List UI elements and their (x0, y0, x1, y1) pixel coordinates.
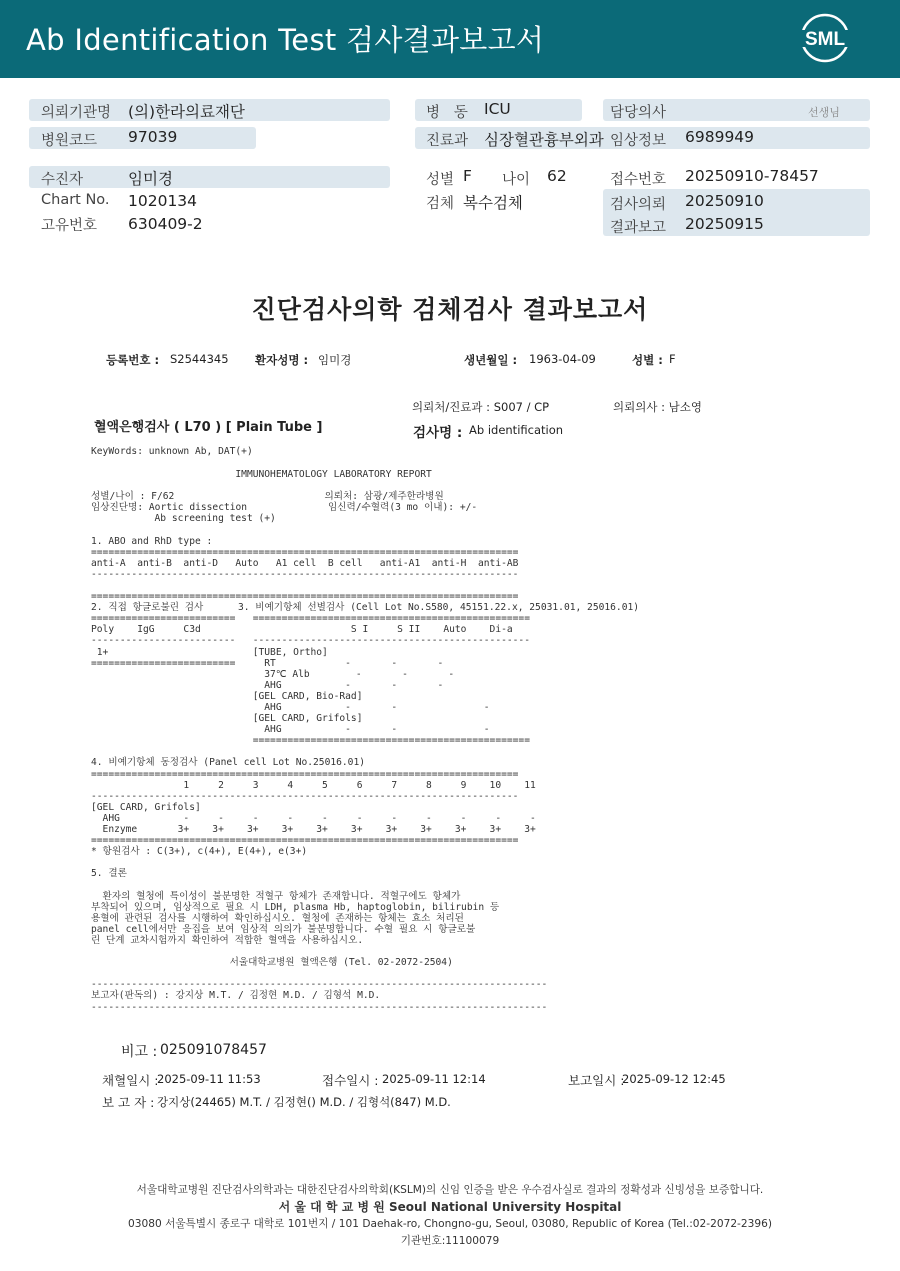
doctor-label: 담당의사 (610, 105, 667, 121)
remark-label: 비고 : (121, 1044, 158, 1060)
footer-address: 03080 서울특별시 종로구 대학로 101번지 / 101 Daehak-ro, Chongno-gu, Seoul, 03080, Republic of Korea (Tel.:02-2072-2396) (128, 1218, 772, 1230)
report-title: 진단검사의학 검체검사 결과보고서 (251, 295, 649, 324)
lab-report-body: IMMUNOHEMATOLOGY LABORATORY REPORT 성별/나이 : F/62 의뢰처: 삼광/제주한라병원 임상진단명: Aortic dissection 임신력/수혈력(3 mo 이내): +/- Ab screening test (+) 1. ABO and RhD type : ========================================================================== anti-A anti-B anti-D Auto A1 cell B cell anti-A1 anti-H anti-AB -------------------------------------------------------------------------- ========================================================================== 2. 직접 항글로불린 검사 3. 비예기항체 선별검사 (Cell Lot No.S580, 45151.22.x, 25031.01, 25016.01) ========================= ================================================ Poly IgG C3d S I S II Auto Di-a ------------------------- ------------------------------------------------ 1+ [TUBE, Ortho] ========================= RT - - - 37℃ Alb - - - AHG - - - [GEL CARD, Bio-Rad] AHG - - - [GEL CARD, Grifols] AHG - - - ================================================ 4. 비예기항체 동정검사 (Panel cell Lot No.25016.01) ========================================================================== 1 2 3 4 5 6 7 8 9 10 11 -------------------------------------------------------------------------- [GEL CARD, Grifols] AHG - - - - - - - - - - - Enzyme 3+ 3+ 3+ 3+ 3+ 3+ 3+ 3+ 3+ 3+ 3+ ========================================================================== * 항원검사 : C(3+), c(4+), E(4+), e(3+) 5. 결론 환자의 혈청에 특이성이 불분명한 적혈구 항체가 존재합니다. 적혈구에도 항체가 부착되어 있으며, 임상적으로 필요 시 LDH, plasma Hb, haptoglobin, bilirubin 등 용혈에 관련된 검사를 시행하여 확인하십시오. 혈청에 존재하는 항체는 효소 처리된 panel cell에서만 응집을 보여 임상적 의의가 불분명합니다. 수혈 필요 시 항글로불 린 단계 교차시험까지 확인하여 적합한 혈액을 사용하십시오. 서울대학교병원 혈액은행 (Tel. 02-2072-2504) ------------------------------------------------------------------------------- 보고자(판독의) : 강지상 M.T. / 김정현 M.D. / 김형석 M.D. ------------------------------------------------------------------------------- (91, 469, 640, 1013)
specimen-label: 검체 (426, 196, 455, 212)
hospital-code-value: 97039 (128, 128, 178, 146)
reporter-label: 보 고 자 : (102, 1095, 155, 1110)
receive-value: 2025-09-11 12:14 (382, 1072, 486, 1086)
doctor-line: 의뢰의사 : 남소영 (613, 400, 702, 414)
sml-logo (796, 12, 854, 64)
receipt-label: 접수번호 (610, 172, 667, 188)
page-title: Ab Identification Test 검사결과보고서 (26, 23, 545, 57)
dept-label: 진료과 (426, 133, 469, 149)
footer-institution-code: 기관번호:11100079 (400, 1235, 500, 1247)
sex-label: 성별 (426, 172, 455, 188)
test-value: Ab identification (469, 423, 564, 437)
dob-label: 생년월일 : (464, 353, 518, 367)
receive-label: 접수일시 : (322, 1073, 379, 1088)
dept-value: 심장혈관흉부외과 (484, 131, 604, 149)
test-label: 검사명 : (413, 425, 463, 441)
clinical-value: 6989949 (685, 128, 755, 146)
request-value: 20250910 (685, 192, 764, 210)
report-label: 결과보고 (610, 220, 667, 236)
remark-value: 025091078457 (160, 1042, 267, 1058)
svg-text:SML: SML (804, 29, 846, 50)
hospital-code-label: 병원코드 (41, 133, 98, 149)
patient-label: 수진자 (41, 172, 84, 188)
request-label: 검사의뢰 (610, 197, 667, 213)
patient-value: 임미경 (128, 170, 173, 188)
institution-value: (의)한라의료재단 (128, 103, 245, 121)
footer-certification: 서울대학교병원 진단검사의학과는 대한진단검사의학회(KSLM)의 신임 인증을 받은 우수검사실로 결과의 정확성과 신빙성을 보증합니다. (136, 1184, 764, 1196)
row-shade (29, 166, 390, 188)
age-label: 나이 (502, 172, 531, 188)
reg-label: 등록번호 : (106, 353, 160, 367)
test-name: 혈액은행검사 ( L70 ) [ Plain Tube ] (94, 420, 323, 435)
pname-value: 임미경 (318, 353, 352, 367)
report-time-label: 보고일시 : (568, 1073, 625, 1088)
footer-hospital-name: 서 울 대 학 교 병 원 Seoul National University Hospital (278, 1200, 622, 1214)
unique-label: 고유번호 (41, 218, 98, 234)
dept-line: 의뢰처/진료과 : S007 / CP (412, 400, 550, 414)
collect-value: 2025-09-11 11:53 (157, 1072, 261, 1086)
chart-value: 1020134 (128, 192, 198, 210)
pname-label: 환자성명 : (255, 353, 309, 367)
rsex-value: F (669, 352, 676, 366)
reporter-value: 강지상(24465) M.T. / 김정현() M.D. / 김형석(847) M.D. (157, 1095, 451, 1109)
doctor-suffix: 선생님 (808, 106, 840, 119)
reg-value: S2544345 (170, 352, 229, 366)
receipt-value: 20250910-78457 (685, 167, 819, 185)
dob-value: 1963-04-09 (529, 352, 596, 366)
keywords: KeyWords: unknown Ab, DAT(+) (91, 446, 253, 457)
sex-value: F (463, 167, 472, 185)
institution-label: 의뢰기관명 (41, 105, 112, 121)
collect-label: 채혈일시 : (102, 1073, 159, 1088)
chart-label: Chart No. (41, 192, 110, 208)
age-value: 62 (547, 167, 567, 185)
ward-value: ICU (484, 100, 511, 118)
report-time-value: 2025-09-12 12:45 (622, 1072, 726, 1086)
clinical-label: 임상정보 (610, 133, 667, 149)
ward-label: 병 동 (426, 105, 468, 121)
report-value: 20250915 (685, 215, 764, 233)
unique-value: 630409-2 (128, 215, 203, 233)
rsex-label: 성별 : (632, 353, 663, 367)
specimen-value: 복수검체 (463, 194, 523, 212)
